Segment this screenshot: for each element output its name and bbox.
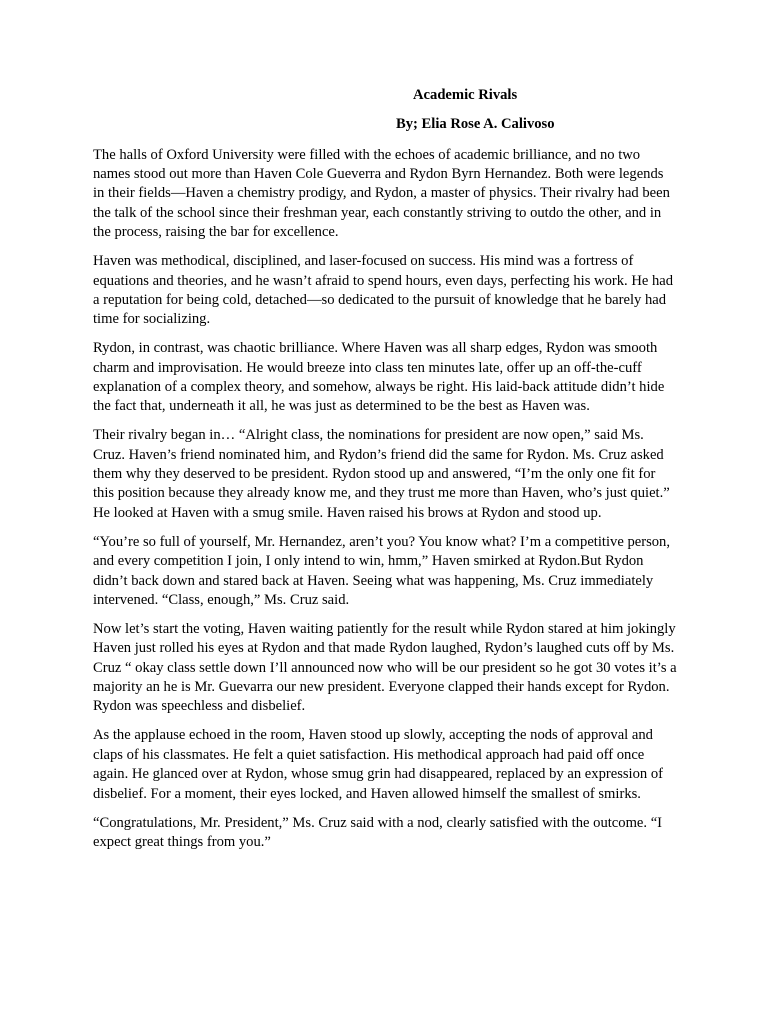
document-byline: By; Elia Rose A. Calivoso (396, 116, 555, 133)
document-body (93, 86, 678, 862)
paragraph: “Congratulations, Mr. President,” Ms. Cruz said with a nod, clearly satisfied with the outcome. “I expect great things from you.” (93, 814, 663, 850)
paragraph: The halls of Oxford University were filled with the echoes of academic brilliance, and no two names stood out more than Haven Cole Gueverra and Rydon Byrn Hernandez. Both were legends in their fields—Haven a chemistry prodigy, and Rydon, a master of physics. Their rivalry had been the talk of the school since their freshman year, each constantly striving to outdo the other, and in the process, raising the bar for excellence. (93, 146, 670, 241)
paragraph: As the applause echoed in the room, Haven stood up slowly, accepting the nods of approval and claps of his classmates. He felt a quiet satisfaction. His methodical approach had paid off once again. He glanced over at Rydon, whose smug grin had disappeared, replaced by an expression of disbelief. For a moment, their eyes locked, and Haven allowed himself the smallest of smirks. (93, 727, 664, 802)
paragraph: “You’re so full of yourself, Mr. Hernandez, aren’t you? You know what? I’m a competitive person, and every competition I join, I only intend to win, hmm,” Haven smirked at Rydon.But Rydon didn’t back down and stared back at Haven. Seeing what was happening, Ms. Cruz immediately intervened. “Class, enough,” Ms. Cruz said. (93, 533, 670, 608)
document-title: Academic Rivals (413, 87, 518, 103)
document-paragraphs (93, 146, 678, 853)
paragraph: Now let’s start the voting, Haven waiting patiently for the result while Rydon stared at him jokingly Haven just rolled his eyes at Rydon and that made Rydon laughed, Rydon’s laughed cuts off by Ms. Cruz “ okay class settle down I’ll announced now who will be our president so he got 30 votes it’s a majority an he is Mr. Guevarra our new president. Everyone clapped their hands except for Rydon. Rydon was speechless and disbelief. (93, 621, 677, 715)
paragraph: Haven was methodical, disciplined, and laser-focused on success. His mind was a fortress of equations and theories, and he wasn’t afraid to spend hours, even days, perfecting his work. He had a reputation for being cold, detached—so dedicated to the pursuit of knowledge that he barely had time for socializing. (93, 253, 674, 328)
paragraph: Rydon, in contrast, was chaotic brilliance. Where Haven was all sharp edges, Rydon was smooth charm and improvisation. He would breeze into class ten minutes late, offer up an off-the-cuff explanation of a complex theory, and somehow, always be right. His laid-back attitude didn’t hide the fact that, underneath it all, he was just as determined to be the best as Haven was. (93, 340, 665, 415)
paragraph: Their rivalry began in… “Alright class, the nominations for president are now open,” said Ms. Cruz. Haven’s friend nominated him, and Rydon’s friend did the same for Rydon. Ms. Cruz asked them why they deserved to be president. Rydon stood up and answered, “I’m the only one fit for this position because they already know me, and they trust me more than Haven, who’s just quiet.” He looked at Haven with a smug smile. Haven raised his brows at Rydon and stood up. (93, 427, 670, 521)
